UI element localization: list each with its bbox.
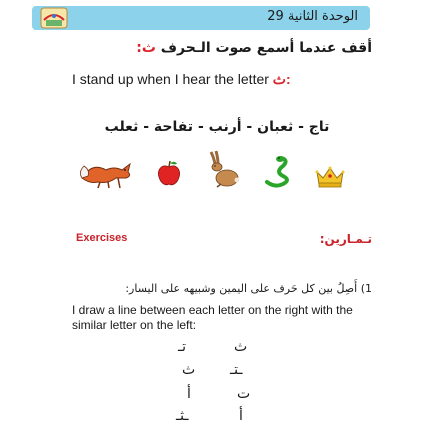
- match-right-3: ت: [237, 386, 251, 402]
- lesson-letter-ar: ث:: [136, 40, 156, 56]
- match-left-1: تـ: [178, 339, 186, 355]
- match-left-3: أ: [187, 386, 191, 402]
- school-logo-icon: [40, 7, 68, 29]
- lesson-title-en: [72, 71, 291, 88]
- unit-title: الوحدة الثانية 29: [267, 9, 358, 24]
- lesson-title-ar: [136, 40, 372, 56]
- match-right-2: ـتـ: [230, 362, 243, 378]
- match-right-1: ث: [234, 339, 248, 355]
- snake-icon: [263, 154, 293, 190]
- lesson-letter-en: ث:: [272, 71, 291, 87]
- exercises-label-ar: تـمـارين:: [319, 232, 372, 246]
- apple-icon: [157, 159, 181, 187]
- crown-icon: [315, 164, 345, 188]
- match-left-4: ـثـ: [176, 408, 189, 424]
- match-right-4: أ: [239, 408, 243, 424]
- exercises-label-en: Exercises: [76, 232, 128, 244]
- match-left-2: ث: [182, 362, 196, 378]
- word-list: تاج - ثعبان - أرنب - تفاحة - ثعلب: [104, 119, 330, 135]
- lesson-title-en-text: I stand up when I hear the letter: [72, 71, 273, 87]
- rabbit-icon: [205, 150, 241, 188]
- instruction-ar: 1) أَصِلُ بين كل حَرف على اليمين وشبيهه على اليسار:: [125, 282, 372, 295]
- lesson-title-ar-text: أقف عندما أسمع صوت الـحرف: [155, 40, 372, 56]
- fox-icon: [78, 156, 136, 190]
- header-bar: [32, 6, 370, 30]
- instruction-en: I draw a line between each letter on the right with the similar letter on the left:: [72, 303, 353, 332]
